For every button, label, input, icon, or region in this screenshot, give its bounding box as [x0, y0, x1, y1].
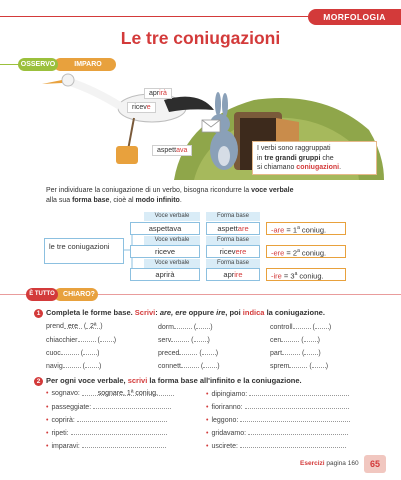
- exercise-item: • ripeti:: [46, 428, 167, 439]
- table-cell-result: $-ere = 2^a$ coniug.: [266, 245, 346, 258]
- exercise-item: preced ( ): [158, 350, 219, 357]
- col-header-voce: Voce verbale: [144, 259, 200, 268]
- answer-field[interactable]: [304, 335, 318, 342]
- stork-neck: [70, 82, 120, 106]
- col-header-voce: Voce verbale: [144, 212, 200, 221]
- exercise-item: • imparavi:: [46, 441, 166, 452]
- table-cell-voce: aspettava: [130, 222, 200, 235]
- word-label-riceve: riceve: [127, 102, 156, 113]
- footer-reference: Esercizi pagina 160: [300, 460, 359, 467]
- answer-field[interactable]: [196, 322, 210, 329]
- answer-field[interactable]: [93, 402, 171, 409]
- exercise-item: • sognavo: sognare, 1ª coniug.: [46, 389, 174, 399]
- chiaro-tab: CHIARO?: [54, 288, 98, 301]
- exercise-2-instruction: Per ogni voce verbale, scrivi la forma base all'infinito e la coniugazione.: [46, 376, 302, 385]
- table-cell-base: aprire: [206, 268, 260, 281]
- col-header-base: Forma base: [206, 259, 260, 268]
- table-cell-base: aspettare: [206, 222, 260, 235]
- exercise-item: • fioriranno:: [206, 402, 349, 413]
- answer-field[interactable]: [77, 415, 167, 422]
- answer-field[interactable]: [63, 361, 81, 368]
- answer-field[interactable]: [245, 402, 349, 409]
- answer-field[interactable]: [181, 361, 199, 368]
- exercise-item: cen ( ): [270, 337, 320, 344]
- answer-field[interactable]: [179, 348, 197, 355]
- exercise-item: serv ( ): [158, 337, 210, 344]
- intro-text: Per individuare la coniugazione di un verbo, bisogna ricondurre la voce verbale alla sua forma base, cioè al modo infinito.: [46, 187, 294, 204]
- answer-field[interactable]: [171, 335, 189, 342]
- exercise-item: prend ere ( 2ª ): [46, 323, 103, 330]
- col-header-voce: Voce verbale: [144, 236, 200, 245]
- exercise-item: controll ( ): [270, 324, 332, 331]
- answer-field[interactable]: [304, 348, 318, 355]
- answer-field[interactable]: [248, 428, 348, 435]
- page-number: 65: [364, 455, 386, 473]
- answer-field[interactable]: [71, 428, 167, 435]
- satchel-strap: [128, 118, 134, 150]
- page-title: Le tre coniugazioni: [120, 28, 281, 48]
- answer-field[interactable]: [194, 335, 208, 342]
- exercise-item: • passeggiate:: [46, 402, 171, 413]
- answer-field[interactable]: [202, 348, 216, 355]
- col-header-base: Forma base: [206, 236, 260, 245]
- answer-field[interactable]: [281, 335, 299, 342]
- table-cell-base: ricevere: [206, 245, 260, 258]
- exercise-item: navig ( ): [46, 363, 102, 370]
- table-cell-voce: aprirà: [130, 268, 200, 281]
- word-label-aprira: aprirà: [144, 88, 172, 99]
- osservo-rule: [0, 64, 20, 65]
- exercise-1-instruction: Completa le forme base. Scrivi: are, ere oppure ire, poi indica la coniugazione.: [46, 308, 325, 317]
- rabbit-ear: [215, 92, 221, 116]
- table-cell-result: $-are = 1^a$ coniug.: [266, 222, 346, 235]
- header-rule: [0, 16, 308, 17]
- info-box: I verbi sono raggruppati in tre grandi gruppi che si chiamano coniugazioni.: [252, 141, 377, 175]
- exercise-item: dorm ( ): [158, 324, 213, 331]
- exercise-item: part ( ): [270, 350, 321, 357]
- satchel-bag: [116, 146, 138, 164]
- table-label: le tre coniugazioni: [44, 238, 124, 264]
- answer-field[interactable]: [240, 441, 346, 448]
- rabbit-ear: [222, 93, 228, 117]
- answer-field[interactable]: [85, 361, 99, 368]
- answer-field[interactable]: [282, 348, 300, 355]
- answer-field[interactable]: [289, 361, 307, 368]
- answer-field[interactable]: [78, 335, 96, 342]
- rabbit-belly: [218, 146, 230, 166]
- exercise-item: • leggono:: [206, 415, 350, 426]
- answer-field[interactable]: sognare, 1ª coniug.: [82, 389, 174, 396]
- exercise-item: connett ( ): [158, 363, 220, 370]
- exercise-number: 2: [34, 377, 43, 386]
- stork-head: [62, 74, 74, 86]
- exercise-item: • coprirà:: [46, 415, 167, 426]
- tutto-tab: È TUTTO: [26, 288, 58, 301]
- osservo-tab: OSSERVO: [18, 58, 58, 71]
- imparo-tab: IMPARO: [54, 58, 116, 71]
- table-cell-voce: riceve: [130, 245, 200, 258]
- col-header-base: Forma base: [206, 212, 260, 221]
- answer-field[interactable]: [203, 361, 217, 368]
- answer-field[interactable]: [100, 335, 114, 342]
- exercise-item: • dipingiamo:: [206, 389, 349, 400]
- exercise-item: chiacchier ( ): [46, 337, 117, 344]
- exercise-item: cuoc ( ): [46, 350, 100, 357]
- answer-field[interactable]: 2ª: [86, 322, 100, 329]
- table-cell-result: $-ire = 3^a$ coniug.: [266, 268, 346, 281]
- answer-field[interactable]: [312, 361, 326, 368]
- section-tab: MORFOLOGIA: [308, 9, 401, 25]
- answer-field[interactable]: ere: [64, 322, 82, 329]
- answer-field[interactable]: [293, 322, 311, 329]
- exercise-item: • uscirete:: [206, 441, 346, 452]
- answer-field[interactable]: [82, 441, 166, 448]
- answer-field[interactable]: [315, 322, 329, 329]
- answer-field[interactable]: [240, 415, 350, 422]
- exercise-number: 1: [34, 309, 43, 318]
- answer-field[interactable]: [174, 322, 192, 329]
- stork-beak: [42, 80, 62, 84]
- answer-field[interactable]: [61, 348, 79, 355]
- answer-field[interactable]: [249, 389, 349, 396]
- exercise-item: • gridavamo:: [206, 428, 348, 439]
- answer-field[interactable]: [83, 348, 97, 355]
- word-label-aspettava: aspettava: [152, 145, 192, 156]
- exercise-item: sprem ( ): [270, 363, 329, 370]
